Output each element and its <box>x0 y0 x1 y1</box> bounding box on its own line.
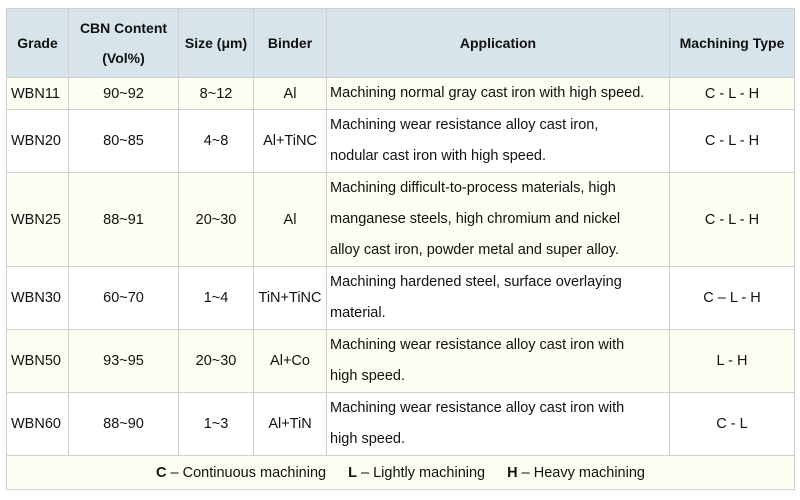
cell-application <box>327 330 670 393</box>
header-cbn-line2: (Vol%) <box>102 50 145 66</box>
cell-binder: Al <box>254 78 327 110</box>
application-line: high speed. <box>330 431 405 447</box>
application-line: Machining hardened steel, surface overlaying <box>330 274 622 290</box>
cell-grade: WBN60 <box>7 393 69 456</box>
legend-row <box>7 456 795 490</box>
table-row <box>7 78 795 110</box>
cell-application <box>327 267 670 330</box>
cell-grade: WBN30 <box>7 267 69 330</box>
cell-cbn: 90~92 <box>69 78 179 110</box>
table-row <box>7 110 795 173</box>
cell-grade: WBN50 <box>7 330 69 393</box>
header-row <box>7 9 795 78</box>
legend-cell <box>7 456 795 490</box>
cell-grade: WBN25 <box>7 173 69 267</box>
table-row <box>7 393 795 456</box>
cell-cbn: 80~85 <box>69 110 179 173</box>
header-machining-type: Machining Type <box>670 9 795 78</box>
cell-machining-type: C - L - H <box>670 78 795 110</box>
application-line: Machining wear resistance alloy cast iron, <box>330 117 599 133</box>
table-row <box>7 330 795 393</box>
table-row <box>7 267 795 330</box>
application-line: nodular cast iron with high speed. <box>330 148 547 164</box>
cell-application <box>327 173 670 267</box>
cell-cbn: 60~70 <box>69 267 179 330</box>
cell-binder: TiN+TiNC <box>254 267 327 330</box>
cell-application <box>327 110 670 173</box>
header-grade: Grade <box>7 9 69 78</box>
cell-size: 1~3 <box>179 393 254 456</box>
cell-binder: Al+TiN <box>254 393 327 456</box>
cell-grade: WBN11 <box>7 78 69 110</box>
legend-c-key: C <box>156 464 167 481</box>
cell-machining-type: C - L <box>670 393 795 456</box>
cell-cbn: 88~90 <box>69 393 179 456</box>
cell-grade: WBN20 <box>7 110 69 173</box>
cell-binder: Al+Co <box>254 330 327 393</box>
header-cbn-line1: CBN Content <box>79 20 168 36</box>
cell-size: 20~30 <box>179 330 254 393</box>
cbn-grade-table <box>6 8 795 490</box>
cell-size: 8~12 <box>179 78 254 110</box>
header-binder: Binder <box>254 9 327 78</box>
application-line: material. <box>330 305 386 321</box>
legend-h-key: H <box>507 464 518 481</box>
cell-machining-type: C - L - H <box>670 173 795 267</box>
cell-size: 20~30 <box>179 173 254 267</box>
cell-machining-type: L - H <box>670 330 795 393</box>
cell-machining-type: C - L - H <box>670 110 795 173</box>
application-line: Machining difficult-to-process materials, high <box>330 180 616 196</box>
application-line: Machining wear resistance alloy cast iron with <box>330 400 625 416</box>
application-line: manganese steels, high chromium and nickel <box>330 211 621 227</box>
cell-size: 4~8 <box>179 110 254 173</box>
header-application: Application <box>327 9 670 78</box>
header-cbn-content <box>69 9 179 78</box>
legend-l-key: L <box>348 464 357 481</box>
cell-size: 1~4 <box>179 267 254 330</box>
table-row <box>7 173 795 267</box>
cell-machining-type: C – L - H <box>670 267 795 330</box>
application-line: Machining wear resistance alloy cast iron with <box>330 337 625 353</box>
cell-cbn: 93~95 <box>69 330 179 393</box>
legend-h-text: – Heavy machining <box>517 464 645 481</box>
cell-cbn: 88~91 <box>69 173 179 267</box>
header-size: Size (μm) <box>179 9 254 78</box>
cell-binder: Al+TiNC <box>254 110 327 173</box>
application-line: high speed. <box>330 368 405 384</box>
legend-c-text: – Continuous machining <box>166 464 327 481</box>
legend-l-text: – Lightly machining <box>356 464 486 481</box>
cell-application <box>327 78 670 110</box>
cell-binder: Al <box>254 173 327 267</box>
application-line: Machining normal gray cast iron with high speed. <box>330 85 645 101</box>
application-line: alloy cast iron, powder metal and super alloy. <box>330 242 620 258</box>
cell-application <box>327 393 670 456</box>
